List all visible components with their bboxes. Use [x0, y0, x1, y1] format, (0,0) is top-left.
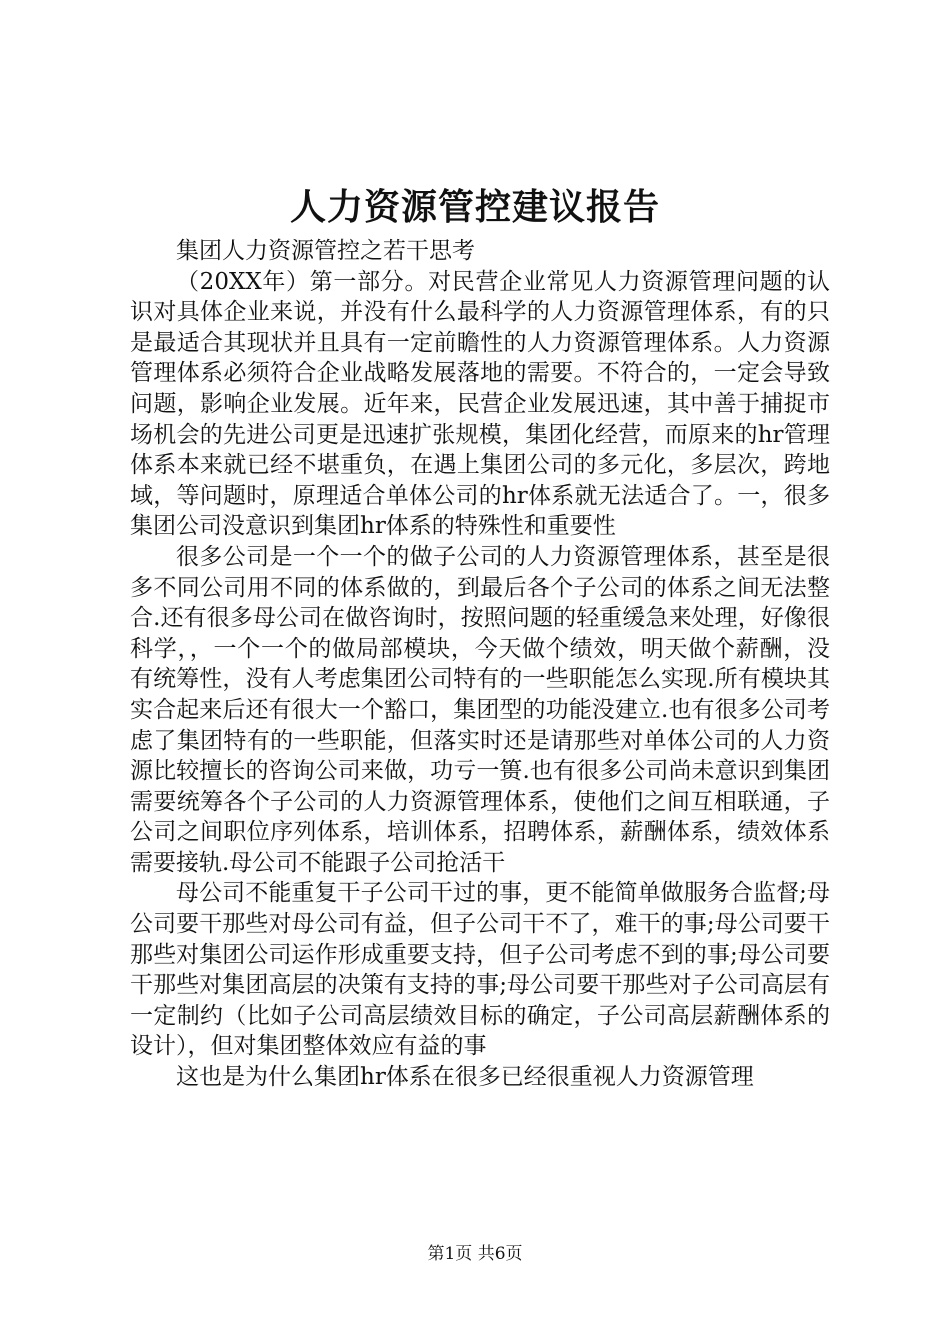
- document-title: 人力资源管控建议报告: [289, 186, 660, 228]
- paragraph-parent-company-role: 母公司不能重复干子公司干过的事，更不能简单做服务合监督;母公司要干那些对母公司有益，但子公司干不了，难干的事;母公司要干那些对集团公司运作形成重要支持，但子公司考虑不到的事;母公司要干那些对集团高层的决策有支持的事;母公司要干那些对子公司高层有一定制约（比如子公司高层绩效目标的确定，子公司高层薪酬体系的设计），但对集团整体效应有益的事: [130, 880, 830, 1060]
- paragraph-subsidiary-systems: 很多公司是一个一个的做子公司的人力资源管理体系，甚至是很多不同公司用不同的体系做的，到最后各个子公司的体系之间无法整合.还有很多母公司在做咨询时，按照问题的轻重缓急来处理，好像很科学，，一个一个的做局部模块，今天做个绩效，明天做个薪酬，没有统筹性，没有人考虑集团公司特有的一些职能怎么实现.所有模块其实合起来后还有很大一个豁口，集团型的功能没建立.也有很多公司考虑了集团特有的一些职能，但落实时还是请那些对单体公司的人力资源比较擅长的咨询公司来做，功亏一篑.也有很多公司尚未意识到集团需要统筹各个子公司的人力资源管理体系，使他们之间互相联通，子公司之间职位序列体系，培训体系，招聘体系，薪酬体系，绩效体系需要接轨.母公司不能跟子公司抢活干: [130, 543, 830, 876]
- page-number-footer: 第1页 共6页: [427, 1244, 523, 1264]
- paragraph-continuation: 这也是为什么集团hr体系在很多已经很重视人力资源管理: [176, 1064, 754, 1091]
- document-body: [130, 236, 830, 1093]
- paragraph-part-one: （20XX年）第一部分。对民营企业常见人力资源管理问题的认识对具体企业来说，并没有什么最科学的人力资源管理体系，有的只是最适合其现状并且具有一定前瞻性的人力资源管理体系。人力资源管理体系必须符合企业战略发展落地的需要。不符合的，一定会导致问题，影响企业发展。近年来，民营企业发展迅速，其中善于捕捉市场机会的先进公司更是迅速扩张规模，集团化经营，而原来的hr管理体系本来就已经不堪重负，在遇上集团公司的多元化，多层次，跨地域，等问题时，原理适合单体公司的hr体系就无法适合了。一，很多集团公司没意识到集团hr体系的特殊性和重要性: [130, 268, 830, 540]
- paragraph-subtitle: 集团人力资源管控之若干思考: [176, 238, 475, 264]
